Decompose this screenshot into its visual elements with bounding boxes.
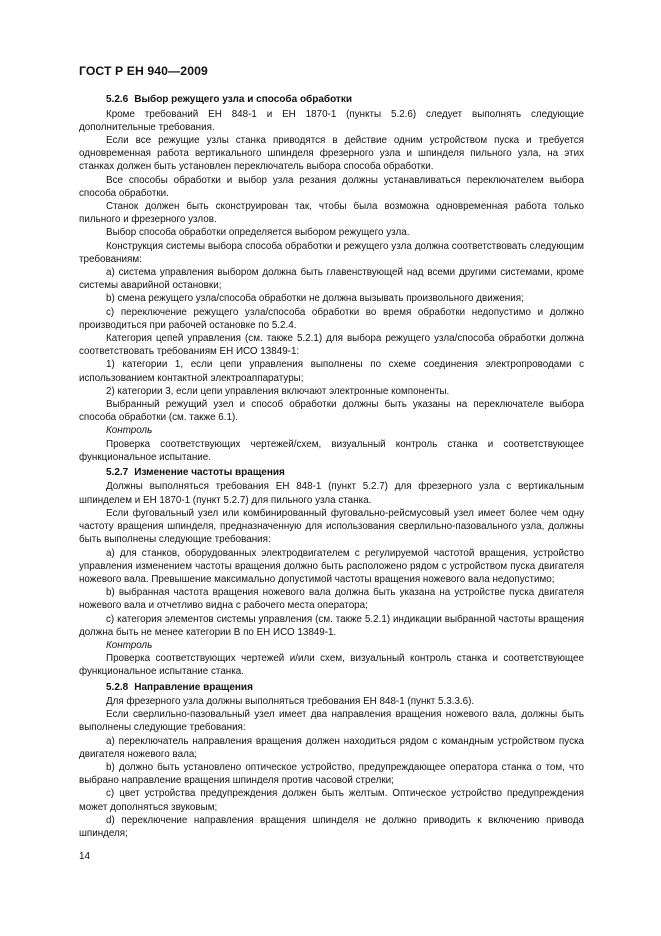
paragraph: Проверка соответствующих чертежей/схем, визуальный контроль станка и соответствующее функциональное испытание.	[79, 438, 584, 463]
control-label: Контроль	[106, 639, 153, 651]
control-label: Контроль	[106, 425, 153, 437]
section-number: 5.2.6	[106, 94, 129, 105]
page-header: ГОСТ Р ЕН 940—2009	[79, 64, 208, 78]
paragraph: a) система управления выбором должна быть главенствующей над всеми другими системами, кроме системы аварийной остановки;	[79, 266, 584, 292]
section-title: Изменение частоты вращения	[134, 466, 285, 478]
section-number: 5.2.8	[106, 681, 129, 693]
section-heading	[79, 466, 584, 480]
paragraph: Выбранный режущий узел и способ обработки должны быть указаны на переключателе выбора способа обработки (см. также 6.1).	[79, 398, 584, 424]
paragraph: Выбор способа обработки определяется выбором режущего узла.	[106, 227, 410, 239]
paragraph: d) переключение направления вращения шпинделя не должно приводить к включению привода шпинделя;	[79, 814, 584, 840]
section-title: Выбор режущего узла и способа обработки	[134, 94, 352, 105]
paragraph: Конструкция системы выбора способа обработки и режущего узла должна соответствовать следующим требованиям:	[79, 240, 584, 265]
paragraph: c) категория элементов системы управления (см. также 5.2.1) индикации выбранной частоты вращения должна быть не менее категории В по ЕН ИСО 13849-1.	[79, 613, 584, 638]
paragraph: b) смена режущего узла/способа обработки не должна вызывать произвольного движения;	[106, 293, 524, 305]
paragraph: Все способы обработки и выбор узла резания должны устанавливаться переключателем выбора способа обработки.	[79, 174, 584, 199]
paragraph: a) переключатель направления вращения должен находиться рядом с командным устройством пуска двигателя ножевого вала;	[79, 735, 584, 760]
paragraph: 2) категории 3, если цепи управления включают электронные компоненты.	[106, 385, 450, 397]
paragraph: Если все режущие узлы станка приводятся в действие одним устройством пуска и требуется одновременная работа вертикального шпинделя фрезерного узла и шпинделя пильного узла, на этих станках должен быть установлен переключатель выбора способа обработки.	[79, 134, 584, 173]
paragraph: Для фрезерного узла должны выполняться требования ЕН 848-1 (пункт 5.3.3.6).	[106, 696, 475, 708]
section-heading	[79, 93, 584, 107]
paragraph: c) цвет устройства предупреждения должен быть желтым. Оптическое устройство предупреждения может дополняться звуковым;	[79, 788, 584, 813]
paragraph: Кроме требований ЕН 848-1 и ЕН 1870-1 (пункты 5.2.6) следует выполнять следующие дополнительные требования.	[79, 108, 584, 133]
paragraph: Станок должен быть сконструирован так, чтобы была возможна одновременная работа только пильного и фрезерного узлов.	[79, 200, 584, 226]
paragraph: Должны выполняться требования ЕН 848-1 (пункт 5.2.7) для фрезерного узла с вертикальным шпинделем и ЕН 1870-1 (пункт 5.2.7) для пильного узла станка.	[79, 481, 584, 506]
page-number: 14	[79, 851, 91, 862]
paragraph: b) выбранная частота вращения ножевого вала должна быть указана на устройстве пуска двигателя ножевого вала и отчетливо видна с рабочего места оператора;	[79, 587, 584, 612]
section-heading	[79, 681, 584, 695]
paragraph: c) переключение режущего узла/способа обработки во время обработки недопустимо и должно производиться при рабочей остановке по 5.2.4.	[79, 306, 584, 331]
paragraph: Проверка соответствующих чертежей и/или схем, визуальный контроль станка и соответствующее функциональное испытание станка.	[79, 653, 584, 678]
paragraph: 1) категории 1, если цепи управления выполнены по схеме соединения электропроводами с использованием контактной электроаппаратуры;	[79, 359, 584, 384]
paragraph: b) должно быть установлено оптическое устройство, предупреждающее оператора станка о том, что выбрано направление вращения шпинделя против часовой стрелки;	[79, 762, 584, 787]
paragraph: Категория цепей управления (см. также 5.2.1) для выбора режущего узла/способа обработки должна соответствовать требованиям ЕН ИСО 13849-1:	[79, 332, 584, 358]
paragraph: a) для станков, оборудованных электродвигателем с регулируемой частотой вращения, устройство управления изменением частоты вращения должно быть расположено рядом с устройством пуска двигателя ножевого вала. Превышение максимально допустимой частоты вращения ножевого вала недопустимо;	[79, 547, 584, 585]
paragraph: Если фуговальный узел или комбинированный фуговально-рейсмусовый узел имеет более чем одну частоту вращения шпинделя, предназначенную для использования сверлильно-пазовального узла, должны быть выполнены следующие требования:	[79, 507, 584, 546]
section-title: Направление вращения	[134, 681, 253, 693]
section-number: 5.2.7	[106, 466, 129, 478]
paragraph: Если сверлильно-пазовальный узел имеет два направления вращения ножевого вала, должны быть выполнены следующие требования:	[79, 709, 584, 734]
document-body	[79, 91, 584, 840]
